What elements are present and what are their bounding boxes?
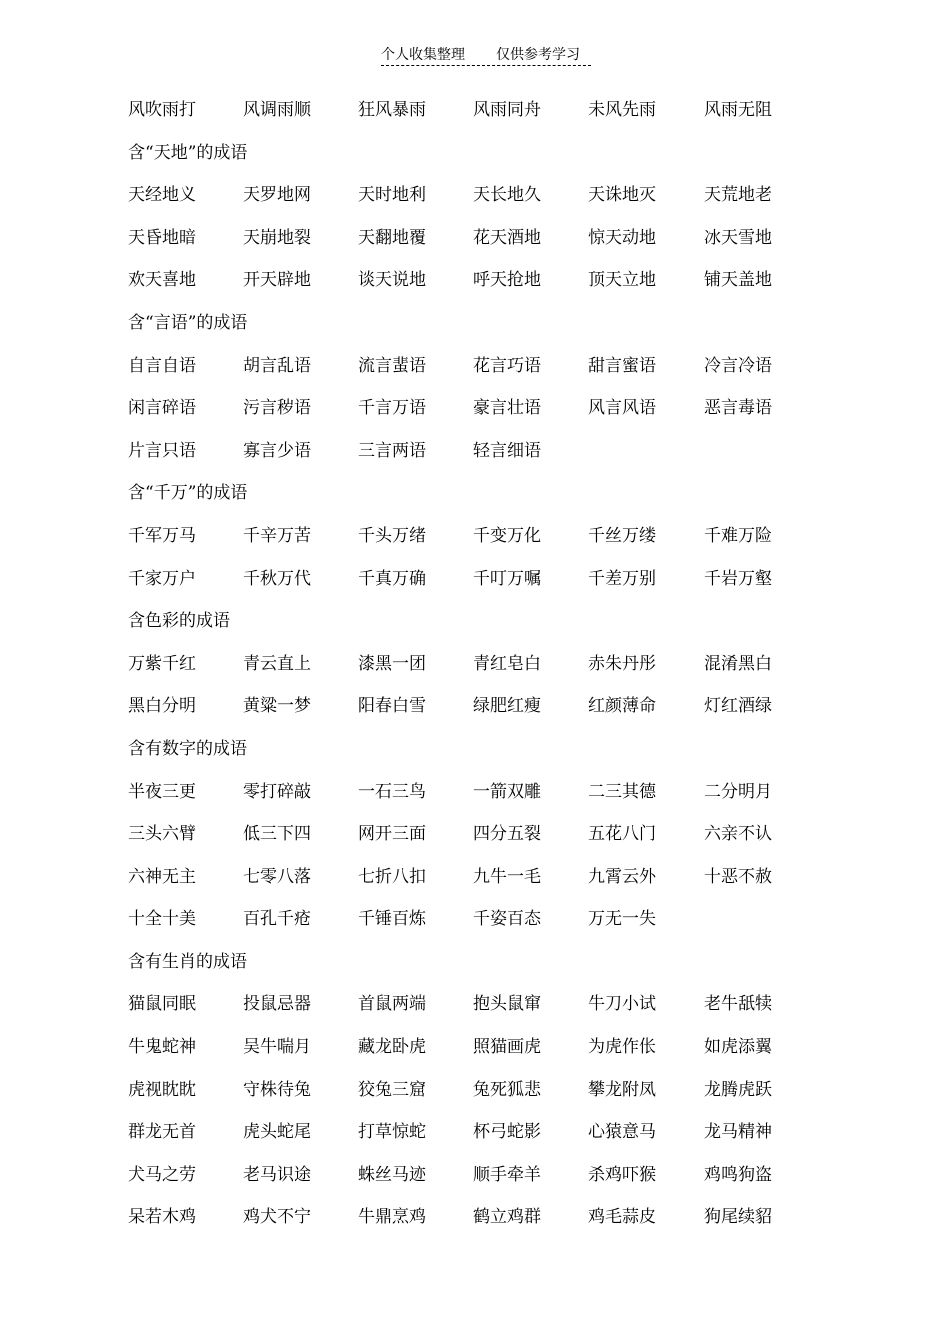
idiom-item: 顶天立地	[588, 270, 656, 291]
idiom-item: 杀鸡吓猴	[588, 1164, 656, 1185]
header-left-text: 个人收集整理	[381, 47, 465, 63]
idiom-item: 胡言乱语	[243, 355, 311, 376]
idiom-item: 混淆黑白	[704, 653, 772, 674]
idiom-item: 天经地义	[128, 185, 196, 206]
idiom-item: 黄粱一梦	[243, 696, 311, 717]
idiom-item: 千言万语	[358, 398, 426, 419]
idiom-item: 青红皂白	[473, 653, 541, 674]
section-heading: 含色彩的成语	[128, 611, 230, 632]
idiom-item: 开天辟地	[243, 270, 311, 291]
idiom-item: 二三其德	[588, 781, 656, 802]
idiom-item: 千头万绪	[358, 525, 426, 546]
idiom-item: 阳春白雪	[358, 696, 426, 717]
idiom-row	[128, 1069, 828, 1112]
idiom-row	[128, 856, 828, 899]
idiom-row	[128, 89, 828, 132]
idiom-item: 千岩万壑	[704, 568, 772, 589]
idiom-item: 惊天动地	[588, 227, 656, 248]
idiom-row	[128, 515, 828, 558]
idiom-item: 千难万险	[704, 525, 772, 546]
idiom-item: 绿肥红瘦	[473, 696, 541, 717]
idiom-item: 万紫千红	[128, 653, 196, 674]
idiom-item: 鸡毛蒜皮	[588, 1207, 656, 1228]
section-heading: 含“天地”的成语	[128, 142, 248, 163]
idiom-item: 九牛一毛	[473, 866, 541, 887]
idiom-item: 甜言蜜语	[588, 355, 656, 376]
idiom-item: 半夜三更	[128, 781, 196, 802]
idiom-item: 寡言少语	[243, 440, 311, 461]
idiom-item: 猫鼠同眠	[128, 994, 196, 1015]
idiom-row	[128, 813, 828, 856]
idiom-item: 千变万化	[473, 525, 541, 546]
idiom-item: 黑白分明	[128, 696, 196, 717]
idiom-item: 天长地久	[473, 185, 541, 206]
idiom-row	[128, 983, 828, 1026]
idiom-item: 铺天盖地	[704, 270, 772, 291]
idiom-item: 千真万确	[358, 568, 426, 589]
idiom-item: 老牛舐犊	[704, 994, 772, 1015]
idiom-row	[128, 1154, 828, 1197]
idiom-item: 千锤百炼	[358, 909, 426, 930]
idiom-item: 未风先雨	[588, 100, 656, 120]
idiom-item: 风调雨顺	[243, 100, 311, 120]
idiom-item: 鸡鸣狗盗	[704, 1164, 772, 1185]
idiom-item: 兔死狐悲	[473, 1079, 541, 1100]
idiom-row	[128, 1196, 828, 1239]
idiom-item: 首鼠两端	[358, 994, 426, 1015]
idiom-item: 天崩地裂	[243, 227, 311, 248]
idiom-row	[128, 898, 828, 941]
idiom-item: 漆黑一团	[358, 653, 426, 674]
idiom-item: 龙马精神	[704, 1122, 772, 1143]
idiom-item: 天罗地网	[243, 185, 311, 206]
idiom-item: 天荒地老	[704, 185, 772, 206]
idiom-item: 犬马之劳	[128, 1164, 196, 1185]
header-dashed-underline	[381, 65, 591, 66]
idiom-item: 守株待兔	[243, 1079, 311, 1100]
idiom-item: 千姿百态	[473, 909, 541, 930]
idiom-item: 呼天抢地	[473, 270, 541, 291]
idiom-item: 十全十美	[128, 909, 196, 930]
idiom-item: 万无一失	[588, 909, 656, 930]
idiom-item: 呆若木鸡	[128, 1207, 196, 1228]
idiom-item: 牛鬼蛇神	[128, 1037, 196, 1058]
idiom-item: 狡兔三窟	[358, 1079, 426, 1100]
idiom-row	[128, 1111, 828, 1154]
idiom-item: 冰天雪地	[704, 227, 772, 248]
idiom-item: 天翻地覆	[358, 227, 426, 248]
idiom-item: 百孔千疮	[243, 909, 311, 930]
section-heading: 含有生肖的成语	[128, 951, 247, 972]
idiom-item: 四分五裂	[473, 824, 541, 845]
idiom-item: 投鼠忌器	[243, 994, 311, 1015]
section-heading: 含“千万”的成语	[128, 483, 248, 504]
idiom-item: 牛刀小试	[588, 994, 656, 1015]
idiom-list	[128, 89, 828, 1239]
idiom-item: 千叮万嘱	[473, 568, 541, 589]
idiom-row	[128, 345, 828, 388]
idiom-item: 零打碎敲	[243, 781, 311, 802]
idiom-item: 牛鼎烹鸡	[358, 1207, 426, 1228]
idiom-item: 一箭双雕	[473, 781, 541, 802]
idiom-item: 狂风暴雨	[358, 100, 426, 120]
idiom-row	[128, 217, 828, 260]
idiom-item: 攀龙附凤	[588, 1079, 656, 1100]
idiom-row	[128, 387, 828, 430]
page-header	[381, 45, 591, 67]
idiom-item: 千军万马	[128, 525, 196, 546]
idiom-item: 六亲不认	[704, 824, 772, 845]
idiom-item: 低三下四	[243, 824, 311, 845]
idiom-item: 狗尾续貂	[704, 1207, 772, 1228]
idiom-item: 天诛地灭	[588, 185, 656, 206]
idiom-item: 冷言冷语	[704, 355, 772, 376]
idiom-item: 青云直上	[243, 653, 311, 674]
idiom-item: 蛛丝马迹	[358, 1164, 426, 1185]
idiom-item: 灯红酒绿	[704, 696, 772, 717]
idiom-item: 鸡犬不宁	[243, 1207, 311, 1228]
idiom-item: 千秋万代	[243, 568, 311, 589]
idiom-row	[128, 430, 828, 473]
idiom-item: 闲言碎语	[128, 398, 196, 419]
idiom-item: 抱头鼠窜	[473, 994, 541, 1015]
idiom-item: 十恶不赦	[704, 866, 772, 887]
idiom-item: 如虎添翼	[704, 1037, 772, 1058]
idiom-item: 虎视眈眈	[128, 1079, 196, 1100]
idiom-item: 轻言细语	[473, 440, 541, 461]
idiom-item: 打草惊蛇	[358, 1122, 426, 1143]
idiom-item: 红颜薄命	[588, 696, 656, 717]
idiom-item: 三头六臂	[128, 824, 196, 845]
idiom-item: 风吹雨打	[128, 100, 196, 120]
idiom-item: 千丝万缕	[588, 525, 656, 546]
section-heading: 含“言语”的成语	[128, 312, 248, 333]
idiom-row	[128, 174, 828, 217]
idiom-item: 心猿意马	[588, 1122, 656, 1143]
idiom-item: 谈天说地	[358, 270, 426, 291]
idiom-item: 流言蜚语	[358, 355, 426, 376]
idiom-item: 自言自语	[128, 355, 196, 376]
idiom-item: 网开三面	[358, 824, 426, 845]
idiom-item: 恶言毒语	[704, 398, 772, 419]
idiom-row	[128, 558, 828, 601]
header-right-text: 仅供参考学习	[496, 47, 580, 63]
idiom-item: 群龙无首	[128, 1122, 196, 1143]
idiom-item: 片言只语	[128, 440, 196, 461]
idiom-item: 风言风语	[588, 398, 656, 419]
idiom-item: 虎头蛇尾	[243, 1122, 311, 1143]
idiom-item: 花天酒地	[473, 227, 541, 248]
idiom-item: 九霄云外	[588, 866, 656, 887]
idiom-item: 天昏地暗	[128, 227, 196, 248]
idiom-item: 龙腾虎跃	[704, 1079, 772, 1100]
idiom-item: 顺手牵羊	[473, 1164, 541, 1185]
idiom-item: 照猫画虎	[473, 1037, 541, 1058]
idiom-item: 三言两语	[358, 440, 426, 461]
idiom-item: 豪言壮语	[473, 398, 541, 419]
idiom-item: 风雨无阻	[704, 100, 772, 120]
idiom-item: 千差万别	[588, 568, 656, 589]
idiom-item: 花言巧语	[473, 355, 541, 376]
idiom-row	[128, 771, 828, 814]
idiom-item: 为虎作伥	[588, 1037, 656, 1058]
idiom-item: 赤朱丹彤	[588, 653, 656, 674]
idiom-item: 六神无主	[128, 866, 196, 887]
idiom-row	[128, 259, 828, 302]
idiom-row	[128, 643, 828, 686]
idiom-item: 鹤立鸡群	[473, 1207, 541, 1228]
idiom-item: 千家万户	[128, 568, 196, 589]
idiom-item: 五花八门	[588, 824, 656, 845]
idiom-item: 杯弓蛇影	[473, 1122, 541, 1143]
idiom-item: 老马识途	[243, 1164, 311, 1185]
idiom-item: 一石三鸟	[358, 781, 426, 802]
idiom-item: 七折八扣	[358, 866, 426, 887]
idiom-item: 天时地利	[358, 185, 426, 206]
idiom-item: 藏龙卧虎	[358, 1037, 426, 1058]
idiom-item: 欢天喜地	[128, 270, 196, 291]
idiom-item: 千辛万苦	[243, 525, 311, 546]
idiom-item: 七零八落	[243, 866, 311, 887]
idiom-row	[128, 685, 828, 728]
section-heading: 含有数字的成语	[128, 738, 247, 759]
idiom-item: 污言秽语	[243, 398, 311, 419]
idiom-item: 吴牛喘月	[243, 1037, 311, 1058]
idiom-item: 二分明月	[704, 781, 772, 802]
idiom-row	[128, 1026, 828, 1069]
idiom-item: 风雨同舟	[473, 100, 541, 120]
